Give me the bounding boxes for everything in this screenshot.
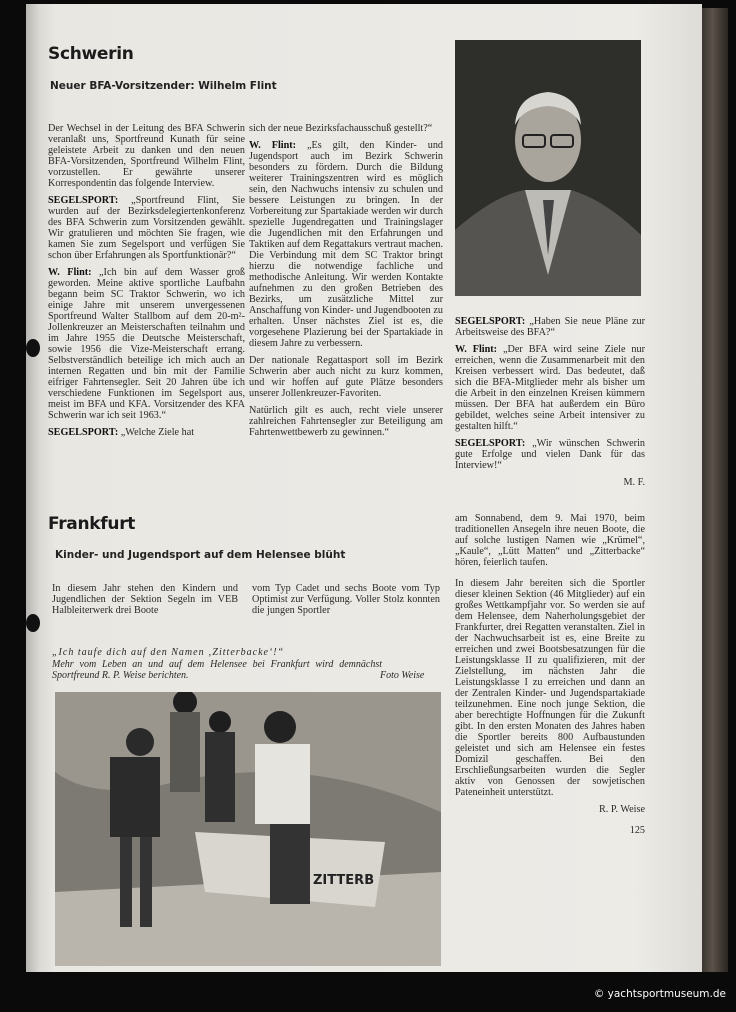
photo-illustration bbox=[55, 692, 441, 966]
paragraph bbox=[249, 140, 443, 349]
speaker-label: W. Flint: bbox=[455, 344, 498, 355]
punch-hole bbox=[26, 339, 40, 357]
author-signature: R. P. Weise bbox=[599, 804, 645, 815]
paragraph-text: „Ich bin auf dem Wasser groß geworden. Meine aktive sportliche Laufbahn begann beim SC Traktor Schwerin, wo ich einige Jahre mit unserem unvergessenen Sportfreund Walter Stallbom auf dem 20-m²-Jollenkreuzer an Meisterschaften teilnahm und im Jahre 1955 die Deutsche Meisterschaft, sowie 1956 die Vize-Meisterschaft errang. Selbstverständlich beteilige ich mich auch an internen Regatten und bin mit der Familie eifriger Fahrtensegler. Seit 20 Jahren übe ich verschiedene Funktionen im Segelsport aus, meist im BFA und KFA. Vorsitzender des KFA Schwerin war ich seit 1963.“ bbox=[48, 267, 246, 421]
paragraph bbox=[249, 405, 443, 438]
portrait-photo-wilhelm-flint bbox=[455, 40, 641, 296]
paragraph-text: Der Wechsel in der Leitung des BFA Schwerin veranlaßt uns, Sportfreund Kunath für seine geleistete Arbeit zu danken und den neuen BFA-Vorsitzenden, Sportfreund Wilhelm Flint, vorzustellen. Er gewährte unserer Korrespondentin das folgende Interview. bbox=[48, 123, 245, 189]
paragraph bbox=[48, 267, 245, 421]
speaker-label: SEGELSPORT: bbox=[455, 438, 526, 449]
paragraph-text: „Es gilt, den Kinder- und Jugendsport auch im Bezirk Schwerin besonders zu fördern. Durch die Bildung weiterer Trainingszentren wird es möglich sein, den Nachwuchs intensiv zu schulen und bessere Leistungen zu bringen. In der Vorbereitung zur Spartakiade werden wir durch spezielle Jugendregatten und Trainingslager die Jugendlichen mit den Erfahrungen und Taktiken auf dem Regattakurs vertraut machen. Die Verbindung mit dem SC Traktor bringt hierzu die notwendige fachliche und methodische Anleitung. Wir werden Kontakte aufnehmen zu den großen Betrieben des Bezirks, um zusätzliche Mittel zur Anschaffung von Kinder- und Jugendbooten zu erhalten. Unser nächstes Ziel ist es, die vorgesehene Plazierung bei der Spartakiade in diesem Jahre zu verbessern. bbox=[249, 140, 444, 349]
paragraph bbox=[455, 344, 645, 432]
binder-spine bbox=[702, 8, 728, 972]
paragraph bbox=[455, 438, 645, 471]
article-column-3 bbox=[455, 316, 645, 494]
section-heading-schwerin: Schwerin bbox=[48, 44, 134, 64]
speaker-label: SEGELSPORT: bbox=[48, 195, 119, 206]
portrait-illustration bbox=[455, 40, 641, 296]
paragraph-text: „Welche Ziele hat bbox=[120, 427, 195, 438]
intro-right: vom Typ Cadet und sechs Boote vom Typ Optimist zur Verfügung. Voller Stolz konnten die jungen Sportler bbox=[252, 583, 440, 616]
paragraph-text: Der nationale Regattasport soll im Bezirk Schwerin aber auch nicht zu kurz kommen, und wir hoffen auf gute Plätze besonders unserer Jollenkreuzer-Favoriten. bbox=[249, 355, 443, 399]
watermark: © yachtsportmuseum.de bbox=[593, 988, 726, 1000]
paragraph bbox=[48, 427, 245, 438]
paragraph bbox=[249, 123, 443, 134]
paragraph: am Sonnabend, dem 9. Mai 1970, beim traditionellen Ansegeln ihre neuen Boote, die auf solche lustigen Namen wie „Krümel“, „Kaule“, „Lütt Matten“ und „Zitterbacke“ hören, feierlich taufen. bbox=[455, 513, 645, 568]
article-column-frankfurt bbox=[455, 513, 645, 842]
speaker-label: W. Flint: bbox=[249, 140, 297, 151]
caption-quote: „Ich taufe dich auf den Namen ‚Zitterbacke‘!“ bbox=[52, 647, 285, 658]
speaker-label: SEGELSPORT: bbox=[455, 316, 526, 327]
paragraph-text: Natürlich gilt es auch, recht viele unserer zahlreichen Fahrtensegler zur Beteiligung am Fahrtenwettbewerb zu gewinnen.“ bbox=[249, 405, 443, 438]
article-subheading: Kinder- und Jugendsport auf dem Helensee blüht bbox=[55, 549, 346, 561]
boat-name-text: ZITTERB bbox=[313, 873, 375, 888]
paragraph-text: sich der neue Bezirksfachausschuß gestellt?“ bbox=[249, 123, 433, 134]
intro-left: In diesem Jahr stehen den Kindern und Jugendlichen der Sektion Segeln im VEB Halbleiterwerk drei Boote bbox=[52, 583, 238, 616]
speaker-label: SEGELSPORT: bbox=[48, 427, 119, 438]
paragraph bbox=[48, 123, 245, 189]
article-column-2 bbox=[249, 123, 443, 444]
speaker-label: W. Flint: bbox=[48, 267, 92, 278]
paragraph-text: „Der BFA wird seine Ziele nur erreichen, wenn die Zusammenarbeit mit den Kreisen verbessert wird. Das bedeutet, daß sich die BFA-Mitglieder mehr als bisher um die Arbeit in den einzelnen Kreisen kümmern müssen. Der BFA hat außerdem ein Büro gebildet, welches seine Arbeit intensiver zu gestalten hilft.“ bbox=[455, 344, 645, 432]
paragraph bbox=[48, 195, 245, 261]
photo-credit: Foto Weise bbox=[380, 670, 425, 681]
photo-boat-christening bbox=[55, 692, 441, 966]
paragraph bbox=[249, 355, 443, 399]
paragraph-text: „Wir wünschen Schwerin gute Erfolge und vielen Dank für das Interview!“ bbox=[455, 438, 646, 471]
section-heading-frankfurt: Frankfurt bbox=[48, 514, 136, 534]
article-subheading: Neuer BFA-Vorsitzender: Wilhelm Flint bbox=[50, 80, 277, 92]
paragraph-text: „Sportfreund Flint, Sie wurden auf der Bezirksdelegiertenkonferenz des BFA Schwerin zum Vorsitzenden gewählt. Wir gratulieren und möchten Sie fragen, wie kamen Sie zum Segelsport und verfügen Sie schon über Erfahrungen als Sportfunktionär?“ bbox=[48, 195, 245, 261]
article-column-1 bbox=[48, 123, 245, 444]
paragraph: In diesem Jahr bereiten sich die Sportler dieser kleinen Sektion (46 Mitglieder) auf ein großes Wettkampfjahr vor. So werden sie auf dem Helensee, dem Naherholungsgebiet der Frankfurter, drei Regatten veranstalten. Ziel in der Nachwuchsarbeit ist es, eine Breite zu erreichen und zwei Bootsbesatzungen für die Leistungsklasse II zu qualifizieren, mit der Zielstellung, im nächsten Jahr die Leistungsklasse I zu erreichen und dann an der Zentralen Kinder- und Jugendspartakiade teilzunehmen. Eine noch junge Sektion, die aber berechtigte Hoffnungen für die Zukunft gibt. In den ersten Monaten des Jahres haben die Sportler bereits 800 Aufbaustunden geleistet und sich am Helensee ein festes Domizil geschaffen. Bei den Erschließungsarbeiten wurden die Segler aktiv von Genossen der sowjetischen Pateneinheit unterstützt. bbox=[455, 578, 645, 798]
author-signature: M. F. bbox=[623, 477, 645, 488]
paragraph-text: „Haben Sie neue Pläne zur Arbeitsweise des BFA?“ bbox=[455, 316, 645, 338]
punch-hole bbox=[26, 614, 40, 632]
caption-text: Mehr vom Leben an und auf dem Helensee bei Frankfurt wird demnächst Sportfreund R. P. Weise berichten. bbox=[52, 659, 382, 681]
page-number: 125 bbox=[629, 825, 645, 836]
paragraph bbox=[455, 316, 645, 338]
